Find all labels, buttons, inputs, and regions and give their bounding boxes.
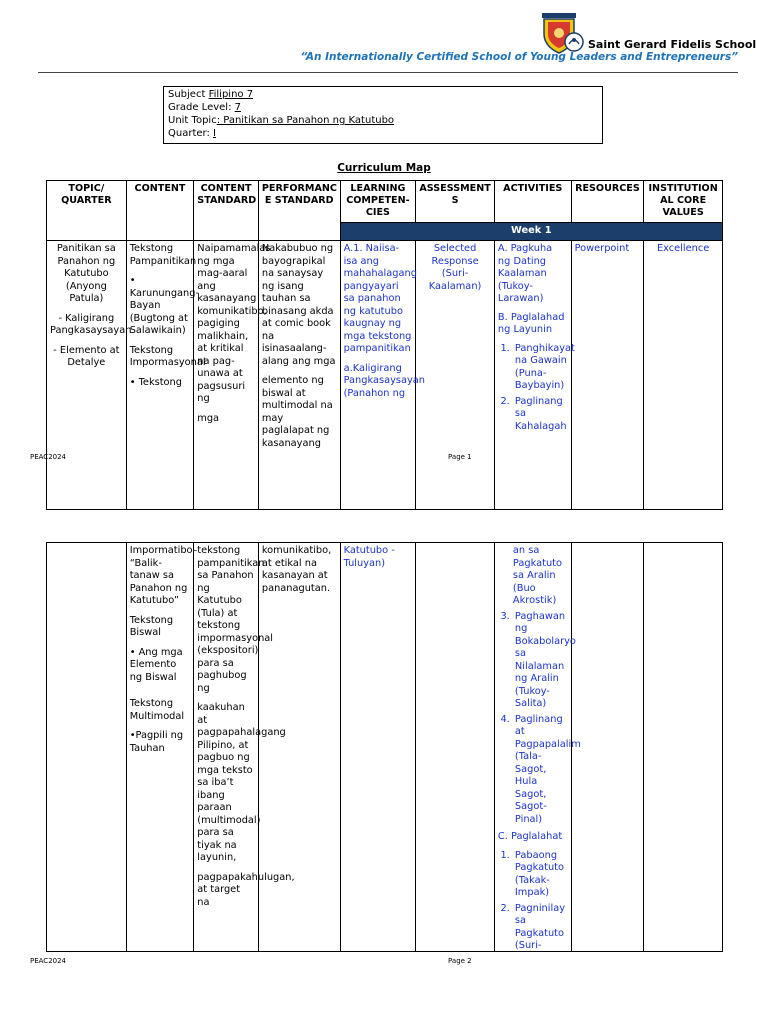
col-header-topic: TOPIC/ QUARTER xyxy=(47,181,127,241)
col-header-core-values: INSTITUTION AL CORE VALUES xyxy=(644,181,723,223)
list-item: 2. Paglinang sa Kahalagah xyxy=(513,396,568,434)
activities-cell: A. Pagkuha ng Dating Kaalaman (Tukoy-Larawan) B. Paglalahad ng Layunin 1. Panghikayat na Gawain (Puna-Baybayin) 2. Paglinang sa Kahalagah xyxy=(494,241,571,510)
performance-standard-cell: Nakabubuo ng bayograpikal na sanaysay ng isang tauhan sa binasang akda at comic book na isinasaalang-alang ang mga elemento ng biswal at multimodal na may paglalapat ng kasanayang xyxy=(258,241,340,510)
content-cell: Tekstong Pampanitikan • Karunungang-Bayan (Bugtong at Salawikain) Tekstong Impormasyonal • Tekstong xyxy=(126,241,194,510)
content-standard-cell: Naipamamalas ng mga mag-aaral ang kasanayang komunikatibo, pagiging malikhain, at kritikal na pag-unawa at pagsusuri ng mga xyxy=(194,241,259,510)
col-header-resources: RESOURCES xyxy=(571,181,644,223)
school-name: Saint Gerard Fidelis School xyxy=(588,38,757,51)
curriculum-table-page-1 xyxy=(46,180,723,510)
col-header-activities: ACTIVITIES xyxy=(494,181,571,223)
list-item: 3. Paghawan ng Bokabolaryo sa Nilalaman ng Aralin (Tukoy-Salita) xyxy=(513,611,568,711)
curriculum-map-title: Curriculum Map xyxy=(337,162,431,174)
topic-cell: Panitikan sa Panahon ng Katutubo (Anyong Patula) - Kaligirang Pangkasaysayan - Elemento at Detalye xyxy=(47,241,127,510)
subject-line: Subject Filipino 7 xyxy=(168,89,254,100)
activities-cell: an sa Pagkatuto sa Aralin (Buo Akrostik) 3. Paghawan ng Bokabolaryo sa Nilalaman ng Aralin (Tukoy-Salita) 4. Paglinang at Pagpapalalim (Tala-Sagot, Hula Sagot, Sagot-Pinal) C. Paglalahat 1. Pabaong Pagkatuto (Takak-Impak) 2. Pagninilay sa Pagkatuto (Suri- xyxy=(494,543,571,952)
footer-label: PEAC2024 xyxy=(30,453,67,461)
school-crest-icon xyxy=(538,12,588,56)
core-values-cell: Excellence xyxy=(644,241,723,510)
page-number: Page 2 xyxy=(448,957,472,965)
performance-standard-cell: komunikatibo, at etikal na kasanayan at pananagutan. xyxy=(258,543,340,952)
footer-label: PEAC2024 xyxy=(30,957,67,965)
header-divider xyxy=(38,72,738,73)
subject-value: Filipino 7 xyxy=(208,89,254,100)
list-item: 4. Paglinang at Pagpapalalim (Tala-Sagot, Hula Sagot, Sagot-Pinal) xyxy=(513,714,568,827)
list-item: 1. Panghikayat na Gawain (Puna-Baybayin) xyxy=(513,343,568,393)
unit-line: Unit Topic: Panitikan sa Panahon ng Katutubo xyxy=(168,115,395,126)
school-motto: “An Internationally Certified School of Young Leaders and Entrepreneurs” xyxy=(300,51,738,63)
week-1-bar: Week 1 xyxy=(340,223,722,241)
resources-cell xyxy=(571,543,644,952)
competencies-cell: Katutubo - Tuluyan) xyxy=(340,543,416,952)
assessment-cell: Selected Response (Suri-Kaalaman) xyxy=(416,241,495,510)
col-header-content: CONTENT xyxy=(126,181,194,241)
col-header-performance-standard: PERFORMANC E STANDARD xyxy=(258,181,340,241)
content-standard-cell: tekstong pampanitikan sa Panahon ng Katutubo (Tula) at tekstong impormasyonal (ekspositori) para sa paghubog ng kaakuhan at pagpapahalagang Pilipino, at pagbuo ng mga teksto sa iba’t ibang paraan (multimodal) para sa tiyak na layunin, pagpapakahulugan, at target na xyxy=(194,543,259,952)
curriculum-table-page-2 xyxy=(46,542,723,952)
quarter-line: Quarter: I xyxy=(168,128,216,139)
unit-value: : Panitikan sa Panahon ng Katutubo xyxy=(216,115,395,126)
grade-line: Grade Level: 7 xyxy=(168,102,241,113)
grade-value: 7 xyxy=(234,102,241,113)
col-header-assessments: ASSESSMENT S xyxy=(416,181,495,223)
competencies-cell: A.1. Naiisa-isa ang mahahalagang pangyayari sa panahon ng katutubo kaugnay ng mga tekstong pampanitikan a.Kaligirang Pangkasaysayan (Panahon ng xyxy=(340,241,416,510)
page-number: Page 1 xyxy=(448,453,472,461)
content-cell: Impormatibo– “Balik-tanaw sa Panahon ng Katutubo” Tekstong Biswal • Ang mga Elemento ng Biswal Tekstong Multimodal •Pagpili ng Tauhan xyxy=(126,543,194,952)
assessment-cell xyxy=(416,543,495,952)
col-header-content-standard: CONTENT STANDARD xyxy=(194,181,259,241)
list-item: 2. Pagninilay sa Pagkatuto (Suri- xyxy=(513,903,568,953)
quarter-value: I xyxy=(213,128,216,139)
core-values-cell xyxy=(644,543,723,952)
list-item: 1. Pabaong Pagkatuto (Takak-Impak) xyxy=(513,850,568,900)
course-info-box xyxy=(163,86,603,144)
topic-cell xyxy=(47,543,127,952)
col-header-competencies: LEARNING COMPETEN-CIES xyxy=(340,181,416,223)
resources-cell: Powerpoint xyxy=(571,241,644,510)
